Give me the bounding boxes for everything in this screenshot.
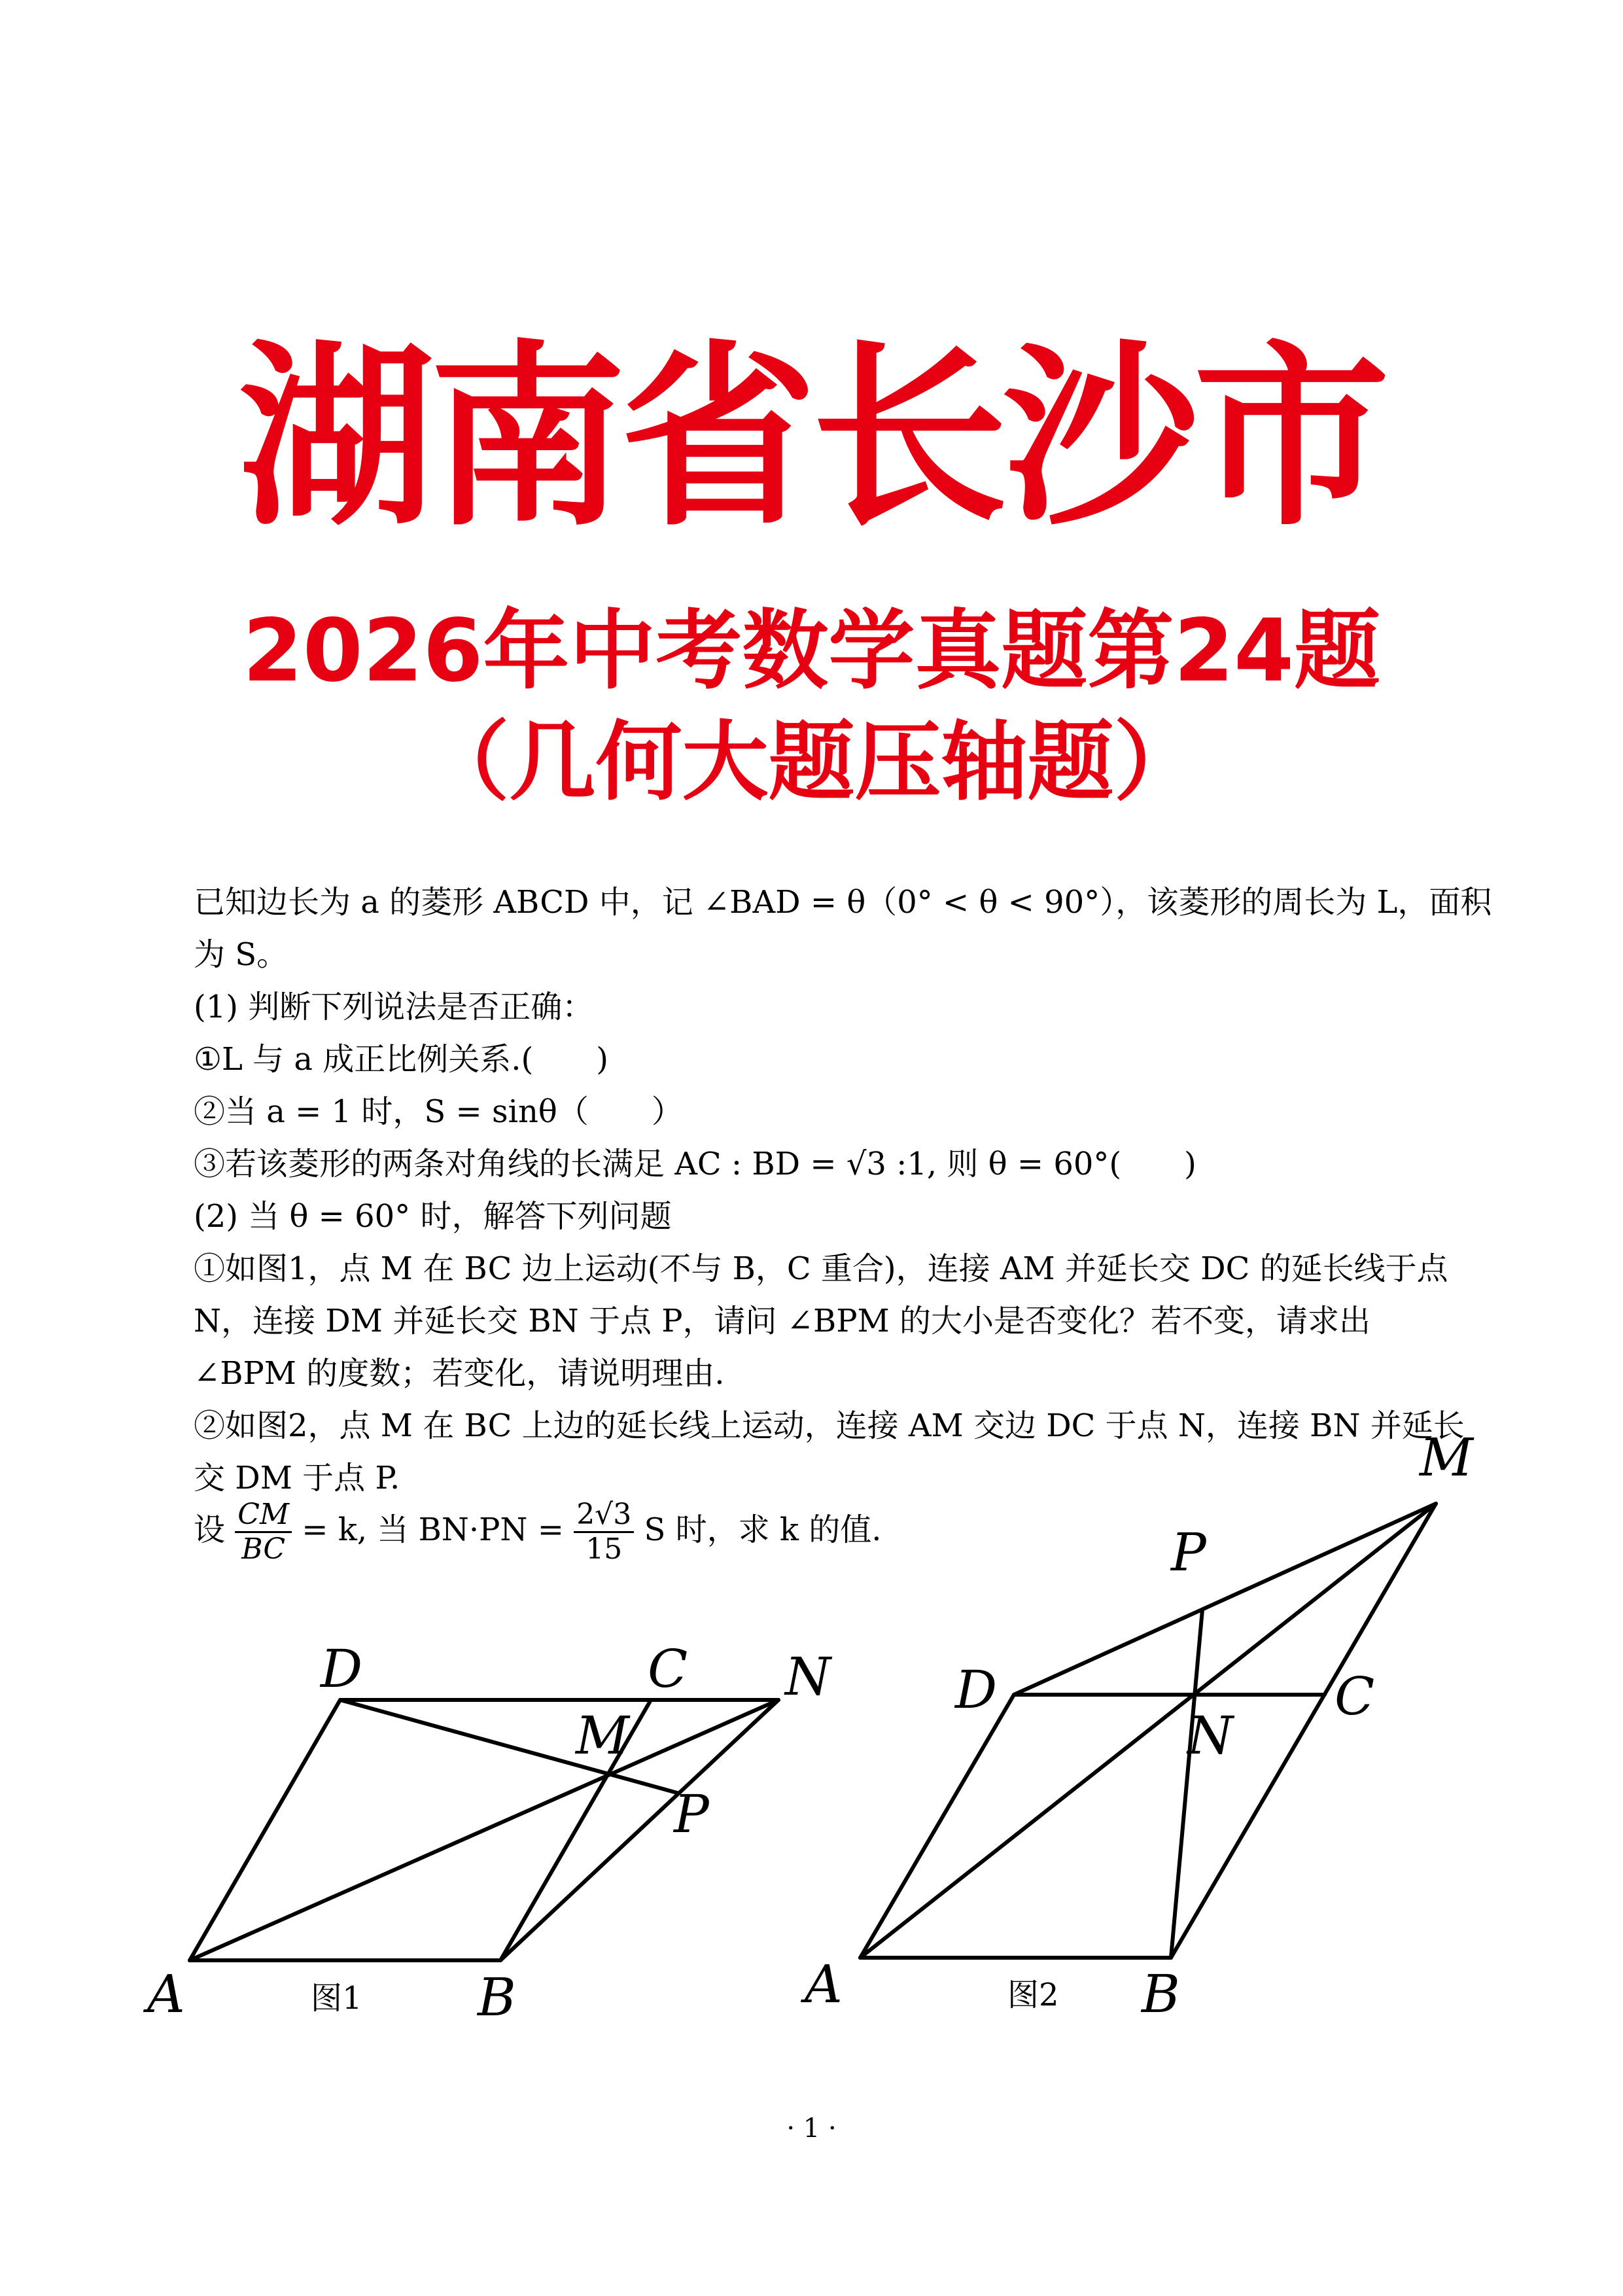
part2-item3-prefix: 设 [194,1511,226,1548]
fig1-side-ad [190,1700,340,1960]
fraction-denominator: 15 [585,1532,623,1566]
fraction-numerator: CM [235,1498,292,1533]
fig1-label-b: B [478,1967,516,2028]
fig2-label-d: D [955,1659,998,1720]
fig1-label-p: P [674,1784,709,1845]
fig2-label-a: A [805,1954,843,2015]
fig2-caption: 图2 [1007,1977,1059,2013]
part1-item-3: ③若该菱形的两条对角线的长满足 AC : BD = √3 :1, 则 θ = 60°( ) [194,1146,1196,1182]
part2-item2-line-b: 交 DM 于点 P. [194,1460,400,1496]
figure-2-labels [800,1427,1475,2024]
part1-heading: (1) 判断下列说法是否正确： [194,989,594,1025]
part1-item-2: ②当 a = 1 时，S = sinθ（ ） [194,1093,683,1130]
fig1-caption: 图1 [311,1980,362,2017]
part2-heading: (2) 当 θ = 60° 时，解答下列问题 [194,1198,672,1235]
fig2-label-n: N [1187,1705,1233,1766]
fig1-label-c: C [648,1638,688,1699]
fraction-numerator: 2√3 [574,1498,634,1533]
fig2-label-b: B [1142,1964,1180,2024]
intro-line-1: 已知边长为 a 的菱形 ABCD 中，记 ∠BAD = θ（0° < θ < 90°），该菱形的周长为 L，面积 [194,884,1492,921]
fig2-side-ad [860,1695,1014,1958]
fig2-label-c: C [1335,1666,1375,1727]
fig1-label-n: N [785,1646,831,1707]
subtitle-category: （几何大题压轴题） [423,712,1200,813]
part2-item1-line-c: ∠BPM 的度数；若变化，请说明理由. [194,1355,725,1392]
fig2-line-am [860,1504,1436,1958]
subtitle: 2026年中考数学真题第24题 [242,601,1381,701]
part2-item1-line-a: ①如图1，点 M 在 BC 边上运动(不与 B，C 重合)，连接 AM 并延长交 DC 的延长线于点 [194,1250,1448,1287]
fig1-label-m: M [576,1705,629,1766]
fig2-line-bp [1171,1610,1202,1958]
fig1-label-d: D [321,1638,363,1699]
fig2-label-m: M [1420,1427,1473,1488]
part2-item1-line-b: N，连接 DM 并延长交 BN 于点 P，请问 ∠BPM 的大小是否变化？若不变，请求出 [194,1303,1370,1339]
figure-1-labels [143,1638,833,2028]
fraction-denominator: BC [241,1532,286,1566]
page-number: · 1 · [786,2113,837,2144]
part2-item2-line-a: ②如图2，点 M 在 BC 上边的延长线上运动，连接 AM 交边 DC 于点 N，连接 BN 并延长 [194,1407,1465,1444]
part2-item3-mid: = k, 当 BN·PN = [302,1511,564,1548]
fig1-label-a: A [147,1964,185,2024]
main-title: 湖南省长沙市 [238,324,1385,552]
part1-item-1: ①L 与 a 成正比例关系.( ) [194,1041,609,1078]
part2-item3-suffix: S 时，求 k 的值. [644,1511,882,1548]
fig2-label-p: P [1171,1522,1206,1583]
figure-2 [860,1504,1436,1958]
intro-line-2: 为 S。 [194,936,288,973]
fig1-line-bn [500,1700,778,1960]
